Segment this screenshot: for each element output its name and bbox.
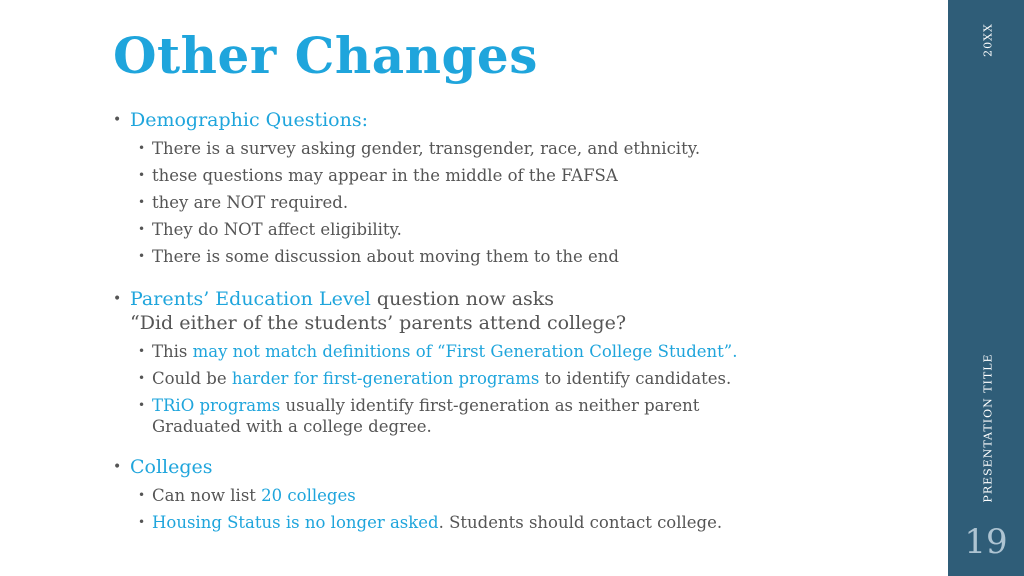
- sub-bullet: [113, 485, 933, 506]
- sub-bullet: [113, 246, 933, 267]
- slide-title: Other Changes: [113, 26, 538, 85]
- sub-bullet: [113, 341, 933, 362]
- sub-bullet-text: they are NOT required.: [152, 193, 349, 212]
- sub-bullet-text: . Students should contact college.: [438, 513, 723, 532]
- bullet-dot-icon: •: [138, 222, 146, 236]
- page-number: 19: [964, 522, 1008, 562]
- bullet-dot-icon: •: [138, 141, 146, 155]
- sub-bullet-highlight: TRiO programs: [152, 396, 281, 415]
- sub-bullet-highlight: harder for first-generation programs: [231, 369, 540, 388]
- bullet-parents: [113, 287, 933, 335]
- bullet-dot-icon: •: [138, 168, 146, 182]
- sub-bullet-highlight: Housing Status is no longer asked: [152, 513, 439, 532]
- sub-bullet-text: Could be: [152, 369, 232, 388]
- sub-bullet-highlight: 20 colleges: [261, 486, 356, 505]
- bullet-dot-icon: •: [138, 515, 146, 529]
- sub-bullet: [113, 368, 933, 389]
- sub-bullet: [113, 395, 933, 437]
- sub-bullet: [113, 219, 933, 240]
- sidebar-presentation-title: PRESENTATION TITLE: [981, 353, 995, 503]
- sub-bullet-highlight: may not match definitions of “First Generation College Student”.: [192, 342, 738, 361]
- demographic-heading: Demographic Questions:: [130, 109, 369, 131]
- sub-bullet-text: There is a survey asking gender, transgender, race, and ethnicity.: [152, 139, 701, 158]
- sub-bullet: [113, 165, 933, 186]
- sub-bullet-text: They do NOT affect eligibility.: [152, 220, 402, 239]
- bullet-demographic: [113, 108, 933, 132]
- bullet-dot-icon: •: [138, 249, 146, 263]
- slide-content: [113, 108, 933, 533]
- sub-bullet: [113, 512, 933, 533]
- sub-bullet-text: to identify candidates.: [539, 369, 732, 388]
- bullet-dot-icon: •: [138, 195, 146, 209]
- bullet-dot-icon: •: [113, 112, 122, 128]
- bullet-dot-icon: •: [138, 344, 146, 358]
- sub-bullet-text: these questions may appear in the middle of the FAFSA: [152, 166, 618, 185]
- bullet-colleges: [113, 455, 933, 479]
- bullet-dot-icon: •: [113, 459, 122, 475]
- sub-bullet-text: usually identify first-generation as neither parent: [280, 396, 700, 415]
- bullet-dot-icon: •: [138, 488, 146, 502]
- parents-heading-highlight: Parents’ Education Level: [130, 288, 371, 310]
- sub-bullet-text: There is some discussion about moving them to the end: [152, 247, 619, 266]
- sub-bullet: [113, 192, 933, 213]
- sidebar-year: 20XX: [981, 23, 995, 57]
- sub-bullet-text: This: [152, 342, 193, 361]
- colleges-heading: Colleges: [130, 456, 213, 478]
- parents-heading-rest: question now asks: [370, 288, 555, 310]
- bullet-dot-icon: •: [138, 371, 146, 385]
- sub-bullet-text: Can now list: [152, 486, 262, 505]
- sub-bullet-text-line2: Graduated with a college degree.: [152, 417, 432, 436]
- parents-heading-line2: “Did either of the students’ parents attend college?: [130, 312, 627, 334]
- bullet-dot-icon: •: [113, 291, 122, 307]
- bullet-dot-icon: •: [138, 398, 146, 412]
- sub-bullet: [113, 138, 933, 159]
